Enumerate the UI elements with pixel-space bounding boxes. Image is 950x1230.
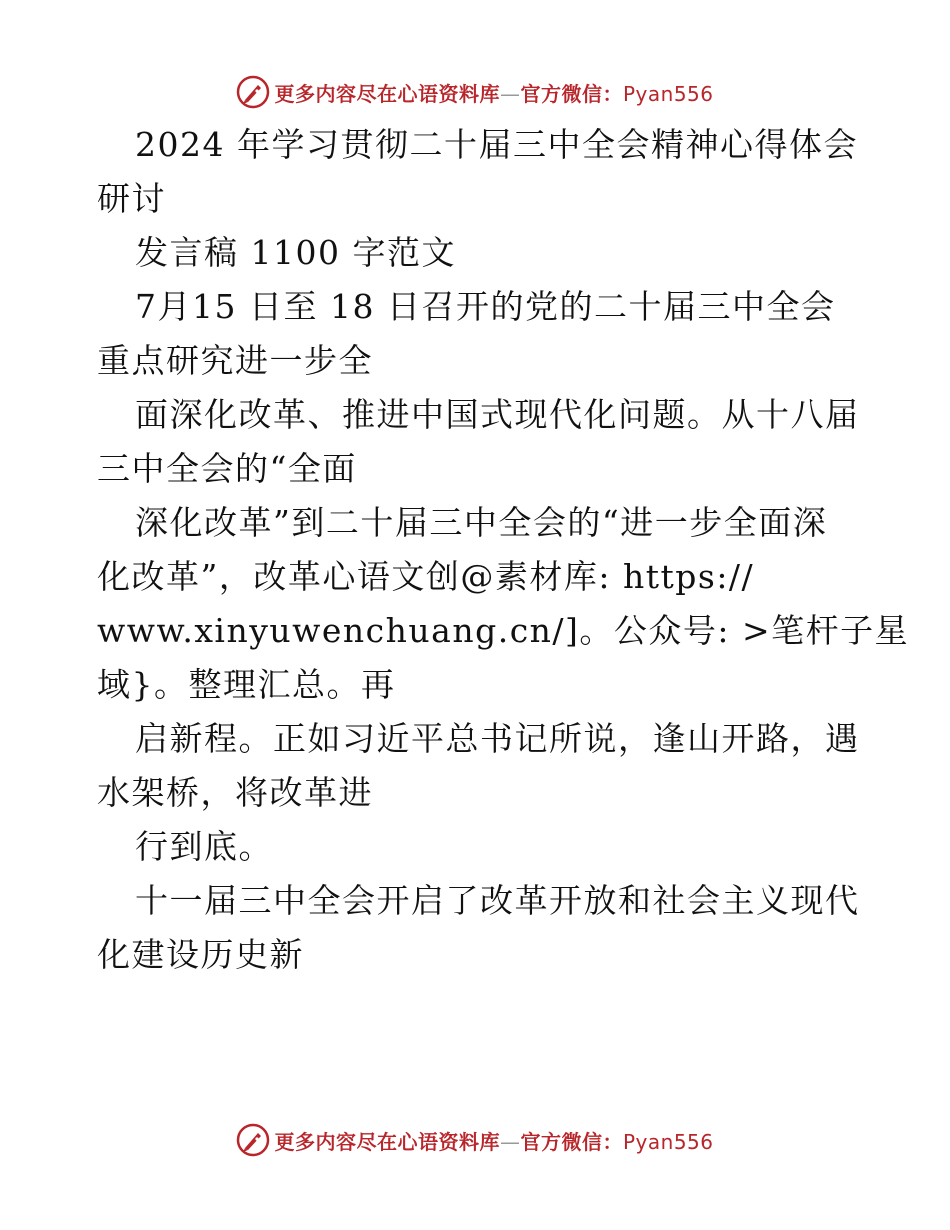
pen-nib-logo-icon xyxy=(236,75,270,109)
footer-promo-text: 更多内容尽在心语资料库 xyxy=(274,1129,500,1154)
body-line: 7月15 日至 18 日召开的党的二十届三中全会 xyxy=(135,287,836,326)
body-line: 启新程。正如习近平总书记所说，逢山开路，遇 xyxy=(135,719,860,758)
pen-nib-logo-icon xyxy=(236,1123,270,1157)
body-line: 十一届三中全会开启了改革开放和社会主义现代 xyxy=(135,881,860,920)
body-line: www.xinyuwenchuang.cn/]。公众号: >笔杆子星 xyxy=(97,611,910,650)
title-line-3: 发言稿 1100 字范文 xyxy=(135,233,456,272)
title-line-1: 2024 年学习贯彻二十届三中全会精神心得体会 xyxy=(135,125,858,164)
body-line: 三中全会的“全面 xyxy=(97,449,357,488)
footer-banner xyxy=(0,1120,950,1160)
document-body xyxy=(97,122,910,986)
body-line: 化建设历史新 xyxy=(97,935,304,974)
body-line: 深化改革”到二十届三中全会的“进一步全面深 xyxy=(135,503,828,542)
body-line: 水架桥，将改革进 xyxy=(97,773,373,812)
footer-banner-text xyxy=(274,1126,713,1155)
title-line-2: 研讨 xyxy=(97,179,166,218)
header-wechat-label: 官方微信： xyxy=(520,81,623,106)
body-line: 面深化改革、推进中国式现代化问题。从十八届 xyxy=(135,395,860,434)
footer-wechat-id: Pyan556 xyxy=(622,1129,714,1154)
body-line: 重点研究进一步全 xyxy=(97,341,373,380)
header-wechat-id: Pyan556 xyxy=(622,81,714,106)
body-line: 行到底。 xyxy=(135,827,273,866)
footer-wechat-label: 官方微信： xyxy=(520,1129,623,1154)
body-line: 域}。整理汇总。再 xyxy=(97,665,396,704)
header-banner-text xyxy=(274,78,713,107)
header-dash: — xyxy=(499,81,521,106)
header-banner xyxy=(0,72,950,112)
body-line: 化改革”，改革心语文创@素材库: https:// xyxy=(97,557,755,596)
header-promo-text: 更多内容尽在心语资料库 xyxy=(274,81,500,106)
footer-dash: — xyxy=(499,1129,521,1154)
